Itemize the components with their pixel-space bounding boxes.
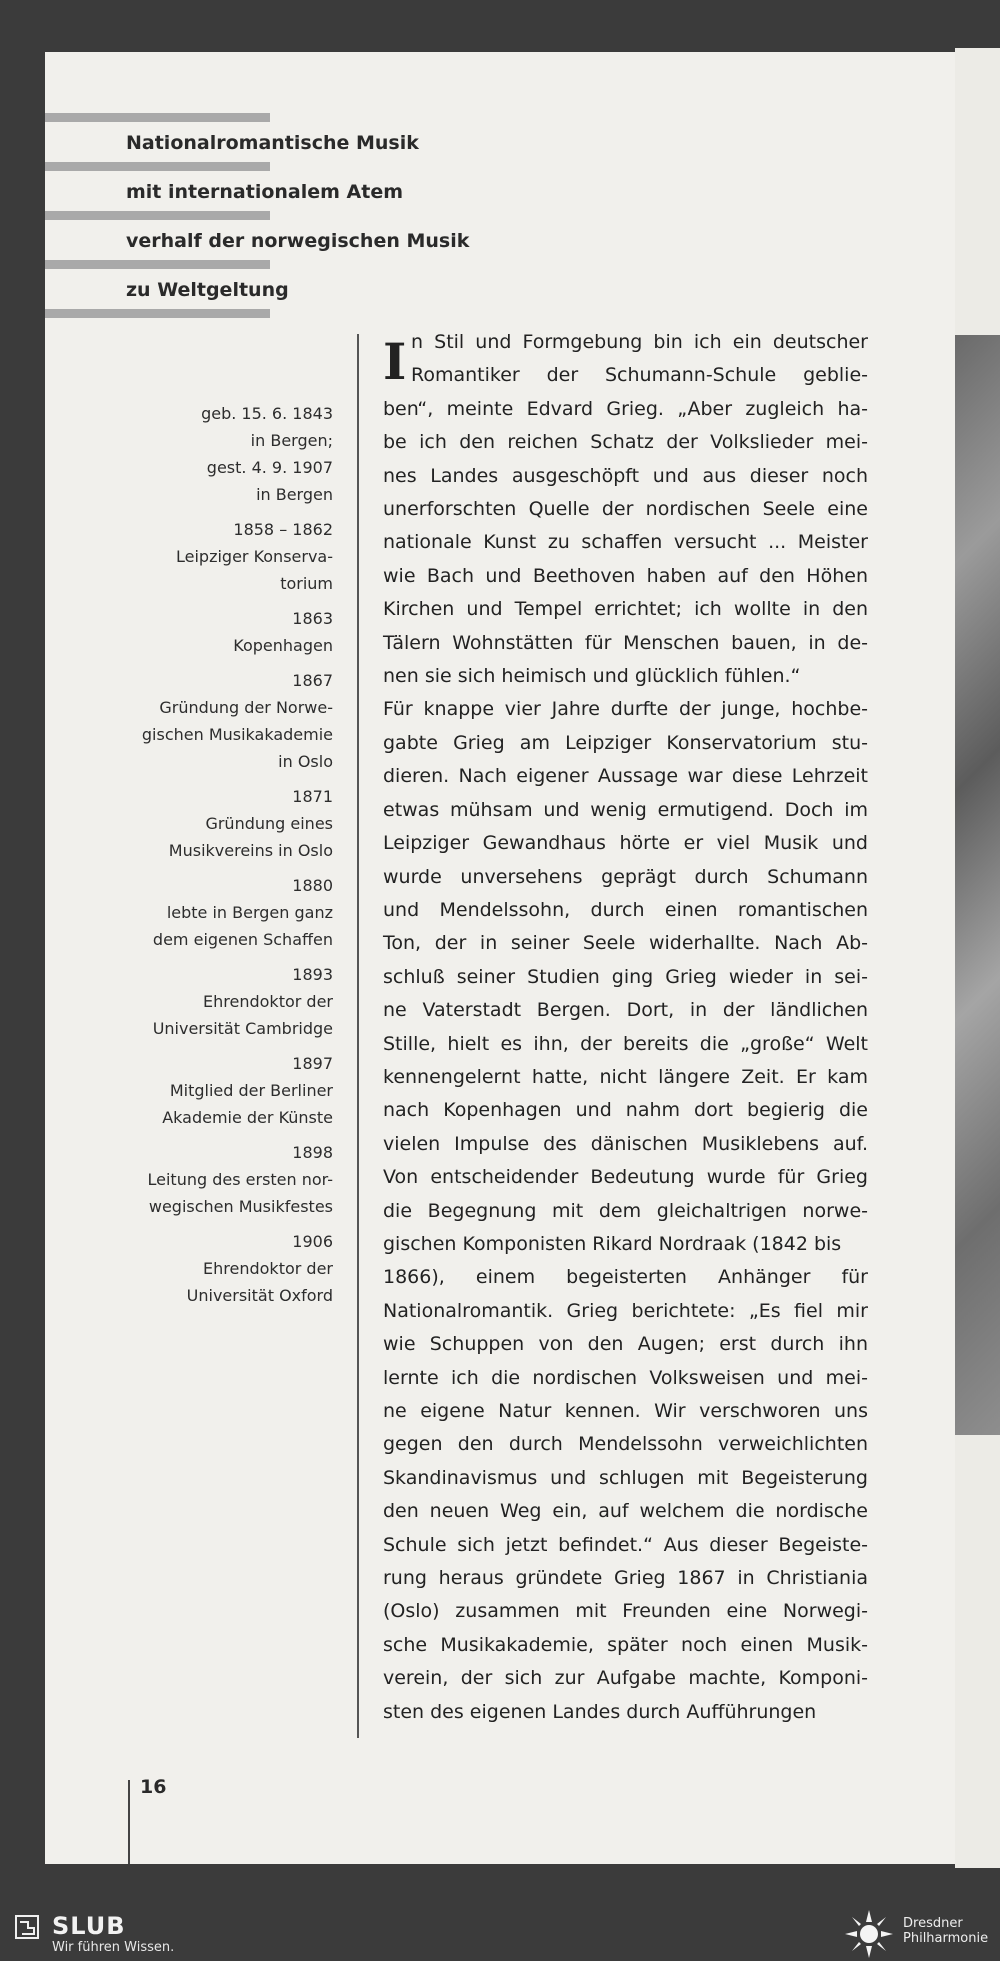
headline-line: Nationalromantische Musik (126, 132, 419, 154)
chronology-entry (120, 1050, 333, 1131)
body-line: nes Landes ausgeschöpft und aus dieser noch (383, 464, 868, 487)
body-line: die Begegnung mit dem gleichaltrigen norwe- (383, 1199, 868, 1222)
body-line: be ich den reichen Schatz der Volkslieder mei- (383, 431, 868, 454)
body-line: den neuen Weg ein, auf welchem die nordische (383, 1500, 868, 1523)
chronology-line: 1898 (292, 1143, 333, 1162)
body-line: nen sie sich heimisch und glücklich fühlen.“ (383, 665, 801, 688)
body-line: gabte Grieg am Leipziger Konservatorium stu- (383, 731, 868, 754)
body-line: Von entscheidender Bedeutung wurde für Grieg (383, 1166, 868, 1189)
chronology-entry (120, 516, 333, 597)
body-line: ne eigene Natur kennen. Wir verschworen uns (383, 1400, 868, 1422)
body-line: Tälern Wohnstätten für Menschen bauen, in de- (383, 631, 868, 654)
page-headline (126, 126, 486, 322)
body-line: Stille, hielt es ihn, der bereits die „große“ Welt (383, 1032, 868, 1055)
drop-cap: I (383, 332, 407, 391)
body-line: Romantiker der Schumann-Schule geblie- (411, 364, 868, 387)
chronology-line: wegischen Musikfestes (148, 1197, 333, 1216)
headline-line: verhalf der norwegischen Musik (126, 230, 470, 252)
body-line: nationale Kunst zu schaffen versucht ... Meister (383, 531, 868, 554)
chronology-line: 1867 (292, 671, 333, 690)
slub-logo-icon (14, 1914, 40, 1940)
chronology-line: torium (280, 574, 333, 593)
chronology-entry (120, 400, 333, 508)
body-line: rung heraus gründete Grieg 1867 in Christiania (383, 1567, 868, 1590)
body-line: kennengelernt hatte, nicht längere Zeit. Er kam (383, 1065, 868, 1088)
chronology-line: gest. 4. 9. 1907 (206, 458, 333, 477)
philharmonie-logo-icon (843, 1908, 895, 1960)
body-line: wie Bach und Beethoven haben auf den Höhen (383, 564, 868, 587)
chronology-line: Musikvereins in Oslo (168, 841, 333, 860)
body-line: wurde unversehens geprägt durch Schumann (383, 865, 868, 888)
chronology-line: 1893 (292, 965, 333, 984)
body-line: verein, der sich zur Aufgabe machte, Komponi- (383, 1667, 868, 1690)
partner-name (903, 1916, 988, 1946)
partner-name-line: Dresdner (903, 1916, 963, 1931)
adjacent-page-photo (955, 335, 1000, 1435)
partner-name-line: Philharmonie (903, 1931, 989, 1946)
chronology-line: Leitung des ersten nor- (147, 1170, 333, 1189)
page-number: 16 (140, 1776, 167, 1798)
body-line: schluß seiner Studien ging Grieg wieder in sei- (383, 965, 868, 988)
body-line: und Mendelssohn, durch einen romantischen (383, 898, 868, 921)
chronology-line: lebte in Bergen ganz (166, 903, 333, 922)
body-line: Kirchen und Tempel errichtet; ich wollte in den (383, 598, 868, 621)
chronology-line: 1858 – 1862 (233, 520, 333, 539)
chronology-line: geb. 15. 6. 1843 (201, 404, 333, 423)
chronology-line: in Oslo (278, 752, 333, 771)
body-line: etwas mühsam und wenig ermutigend. Doch im (383, 798, 868, 821)
body-line: Für knappe vier Jahre durfte der junge, hochbe- (383, 698, 868, 721)
body-line: unerforschten Quelle der nordischen Seele eine (383, 498, 868, 521)
chronology-line: 1897 (292, 1054, 333, 1073)
chronology-line: Universität Oxford (186, 1286, 333, 1305)
chronology-line: Ehrendoktor der (203, 992, 333, 1011)
library-name: SLUB (52, 1912, 126, 1940)
body-line: gischen Komponisten Rikard Nordraak (1842 bis (383, 1232, 842, 1255)
chronology-line: Kopenhagen (233, 636, 333, 655)
chronology-sidebar (120, 400, 333, 1317)
chronology-entry (120, 783, 333, 864)
chronology-entry (120, 961, 333, 1042)
body-line: Schule sich jetzt befindet.“ Aus dieser Begeiste- (383, 1533, 868, 1556)
chronology-entry (120, 872, 333, 953)
chronology-line: in Bergen (256, 485, 333, 504)
chronology-entry (120, 1228, 333, 1309)
body-line: 1866), einem begeisterten Anhänger für (383, 1266, 868, 1289)
body-line: sten des eigenen Landes durch Aufführungen (383, 1700, 817, 1723)
chronology-line: 1863 (292, 609, 333, 628)
body-line: dieren. Nach eigener Aussage war diese Lehrzeit (383, 765, 868, 788)
headline-line: zu Weltgeltung (126, 279, 289, 301)
body-line: n Stil und Formgebung bin ich ein deutscher (411, 331, 868, 353)
chronology-line: gischen Musikakademie (141, 725, 333, 744)
library-tagline: Wir führen Wissen. (52, 1940, 175, 1955)
chronology-line: Leipziger Konserva- (175, 547, 333, 566)
chronology-line: Ehrendoktor der (203, 1259, 333, 1278)
chronology-line: dem eigenen Schaffen (152, 930, 333, 949)
body-line: ben“, meinte Edvard Grieg. „Aber zugleich ha- (383, 397, 868, 420)
body-line: Nationalromantik. Grieg berichtete: „Es fiel mir (383, 1299, 868, 1322)
chronology-line: Gründung der Norwe- (159, 698, 333, 717)
heading-stripe (45, 113, 270, 122)
chronology-line: 1880 (292, 876, 333, 895)
body-line: Ton, der in seiner Seele widerhallte. Nach Ab- (383, 932, 868, 955)
body-line: (Oslo) zusammen mit Freunden eine Norwegi- (383, 1600, 868, 1623)
body-line: nach Kopenhagen und nahm dort begierig die (383, 1099, 868, 1122)
chronology-line: 1906 (292, 1232, 333, 1251)
column-divider (357, 334, 359, 1738)
body-line: vielen Impulse des dänischen Musiklebens auf. (383, 1132, 868, 1155)
chronology-line: Universität Cambridge (152, 1019, 333, 1038)
body-line: gegen den durch Mendelssohn verweichlichten (383, 1433, 868, 1456)
body-line: ne Vaterstadt Bergen. Dort, in der ländlichen (383, 999, 868, 1022)
headline-line: mit internationalem Atem (126, 181, 404, 203)
body-line: sche Musikakademie, später noch einen Musik- (383, 1633, 868, 1656)
chronology-line: Gründung eines (205, 814, 333, 833)
chronology-line: Mitglied der Berliner (169, 1081, 333, 1100)
page-number-rule (128, 1780, 130, 1864)
chronology-line: in Bergen; (250, 431, 333, 450)
body-line: wie Schuppen von den Augen; erst durch ihn (383, 1333, 868, 1356)
chronology-entry (120, 667, 333, 775)
body-line: Leipziger Gewandhaus hörte er viel Musik und (383, 832, 868, 855)
body-line: Skandinavismus und schlugen mit Begeisterung (383, 1466, 868, 1489)
chronology-entry (120, 605, 333, 659)
chronology-entry (120, 1139, 333, 1220)
chronology-line: Akademie der Künste (162, 1108, 333, 1127)
body-text (383, 326, 868, 1729)
chronology-line: 1871 (292, 787, 333, 806)
body-line: lernte ich die nordischen Volksweisen und mei- (383, 1366, 868, 1389)
